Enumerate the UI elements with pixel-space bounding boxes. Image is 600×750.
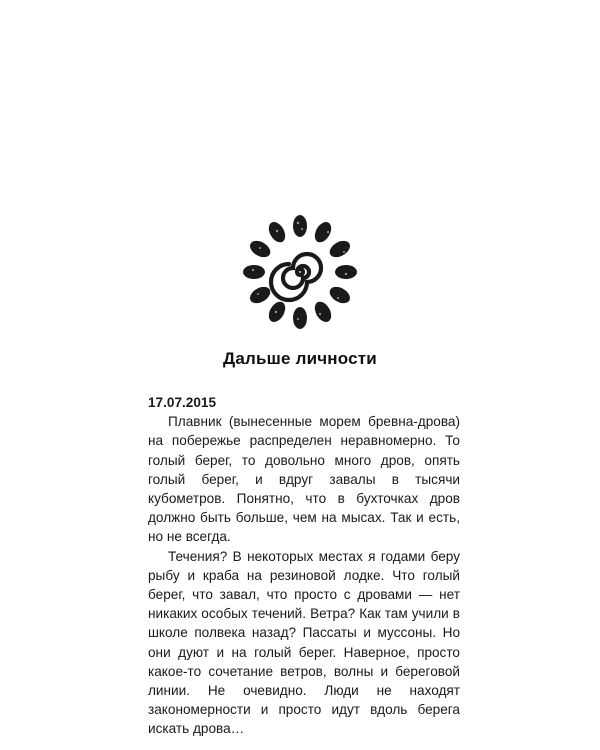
paragraph-2: Течения? В некоторых местах я годами беру рыбу и краба на резиновой лодке. Что голый берег, что завал, что просто с дровами — нет никаких особых течений. Ветра? Как там учили в школе полвека назад? Пассаты и муссоны. Но они дуют и на голый берег. Наверное, просто какое-то сочетание ветров, волны и береговой линии. Не очевидно. Люди не находят закономерности и просто идут вдоль берега искать дрова… [148, 548, 460, 737]
diary-entry [148, 393, 460, 739]
entry-date: 17.07.2015 [148, 395, 217, 410]
spiral-sun-ornament-icon [240, 212, 360, 332]
chapter-title: Дальше личности [223, 349, 377, 368]
ornament-petals [243, 215, 357, 329]
ornament-spiral [271, 254, 321, 300]
paragraph-1: Плавник (вынесенные морем бревна-дрова) на побережье распределен неравномерно. То голый берег, то довольно много дров, опять голый берег, и вдруг завалы в тысячи кубометров. Понятно, что в бухточках дров должно быть больше, чем на мысах. Так и есть, но не всегда. [148, 414, 460, 545]
